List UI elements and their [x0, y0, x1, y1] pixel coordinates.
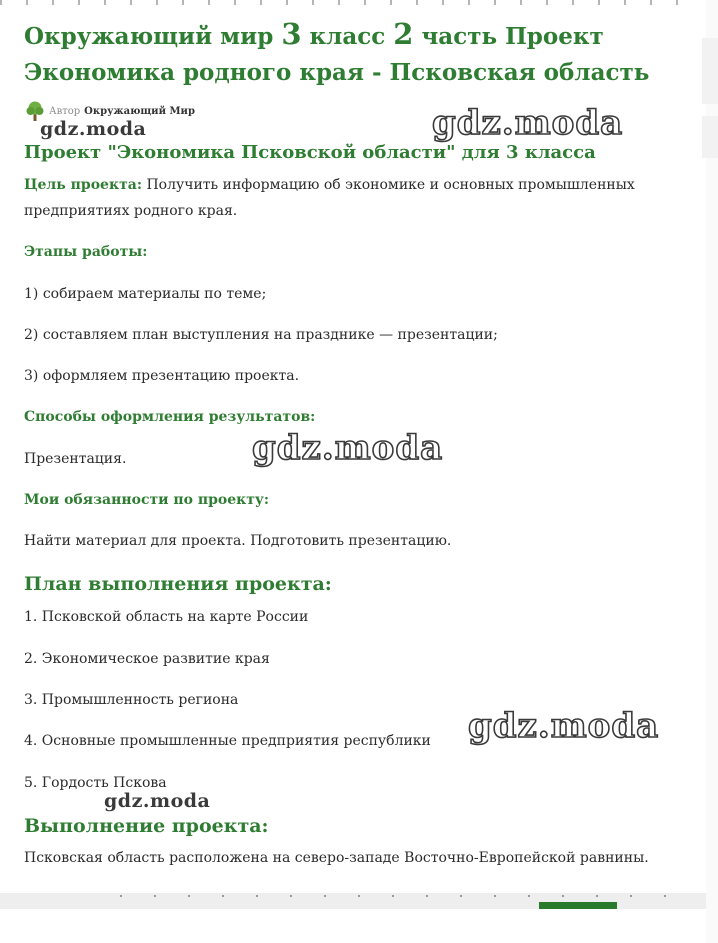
stages-label: Этапы работы:: [24, 244, 148, 260]
stage-item: 1) собираем материалы по теме;: [24, 286, 267, 302]
project-heading: Проект "Экономика Псковской области" для 3 класса: [24, 142, 596, 163]
banner-button[interactable]: [539, 902, 617, 909]
stage-item: 3) оформляем презентацию проекта.: [24, 368, 300, 384]
page-title: [24, 16, 664, 91]
title-grade-number: 3: [281, 17, 302, 51]
title-part: класс: [301, 23, 394, 50]
plan-item: 4. Основные промышленные предприятия республики: [24, 733, 431, 749]
bottom-divider: [120, 895, 680, 897]
execution-text: Псковская область расположена на северо-западе Восточно-Европейской равнины.: [24, 850, 649, 866]
goal-label: Цель проекта:: [24, 177, 142, 193]
side-ad-block: [702, 38, 718, 104]
goal-text: Получить информацию об экономике и основных промышленных предприятиях родного края.: [24, 177, 635, 219]
watermark: gdz.moda: [468, 706, 660, 746]
watermark: gdz.moda: [432, 103, 624, 143]
plan-heading: План выполнения проекта:: [24, 573, 332, 595]
plan-item: 2. Экономическое развитие края: [24, 651, 270, 667]
stage-item: 2) составляем план выступления на празднике — презентации;: [24, 327, 498, 343]
goal-paragraph: [24, 172, 664, 224]
top-divider: [0, 0, 700, 5]
plan-item: 3. Промышленность региона: [24, 692, 239, 708]
results-label: Способы оформления результатов:: [24, 409, 316, 425]
duties-text: Найти материал для проекта. Подготовить презентацию.: [24, 533, 452, 549]
author-prefix: Автор: [49, 105, 81, 117]
results-text: Презентация.: [24, 451, 127, 467]
watermark: gdz.moda: [252, 428, 444, 468]
title-part: Окружающий мир: [24, 23, 282, 50]
author-name[interactable]: Окружающий Мир: [84, 105, 195, 117]
watermark: gdz.moda: [104, 790, 211, 812]
plan-item: 1. Псковской область на карте России: [24, 609, 309, 625]
duties-label: Мои обязанности по проекту:: [24, 492, 270, 508]
side-ad-block: [702, 116, 718, 158]
watermark: gdz.moda: [40, 118, 147, 140]
title-part: часть Проект Экономика родного края - Псковская область: [24, 23, 650, 86]
title-part-number: 2: [393, 17, 414, 51]
plan-item: 5. Гордость Пскова: [24, 775, 167, 791]
execution-heading: Выполнение проекта:: [24, 815, 269, 837]
